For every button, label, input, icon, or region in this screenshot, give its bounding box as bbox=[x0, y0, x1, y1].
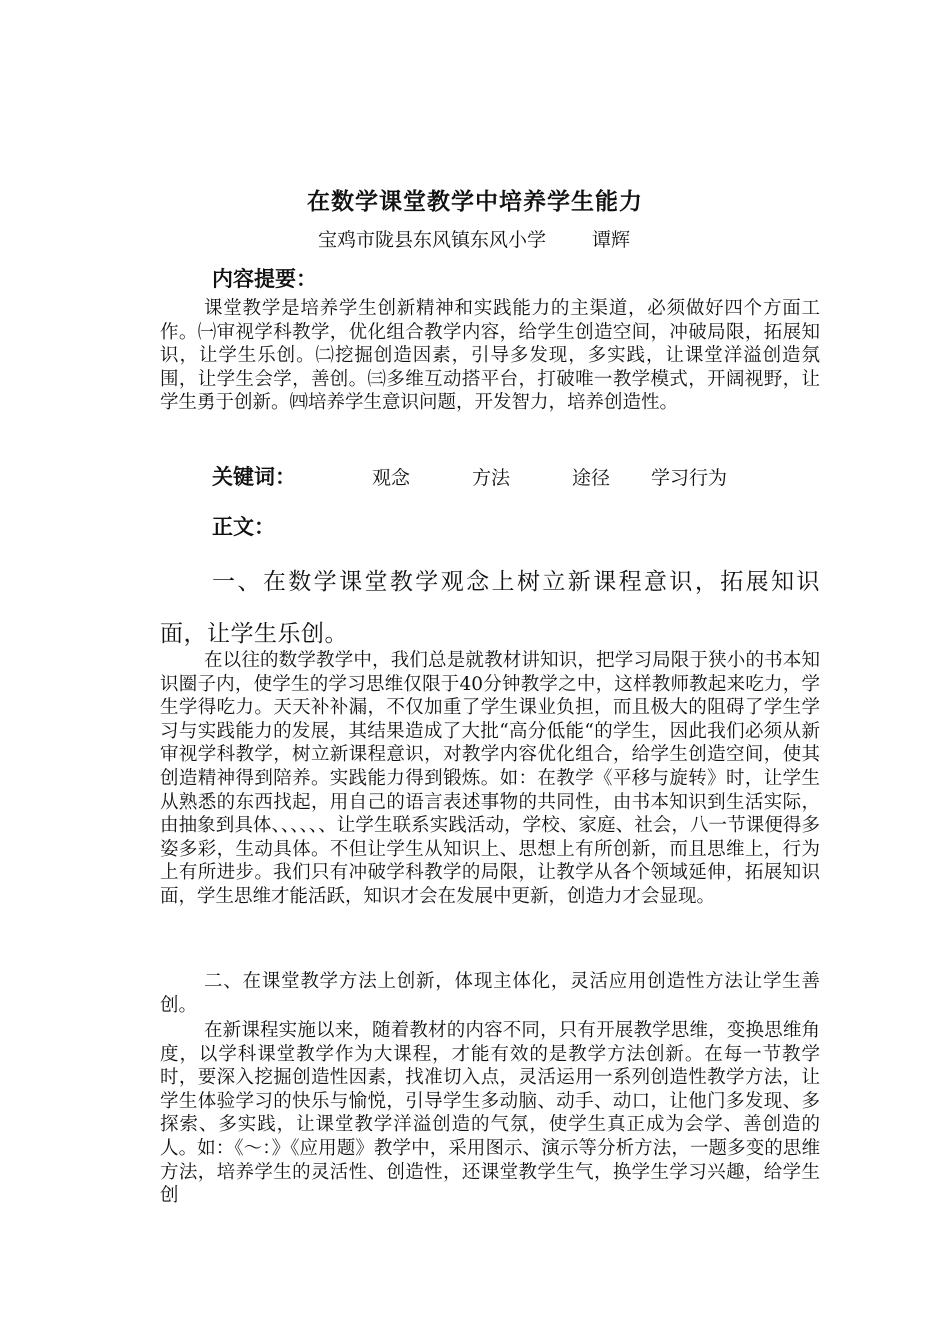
abstract-heading: 内容提要： bbox=[212, 267, 317, 291]
section-2-title: 二、在课堂教学方法上创新，体现主体化，灵活应用创造性方法让学生善创。 bbox=[160, 971, 820, 1016]
section-2-paragraph: 在新课程实施以来，随着教材的内容不同，只有开展教学思维，变换思维角度，以学科课堂教学作为大课程，才能有效的是教学方法创新。在每一节教学时，要深入挖掘创造性因素，找准切入点，灵活运用一系列创造性教学方法，让学生体验学习的快乐与愉悦，引导学生多动脑、动手、动口，让他门多发现、多探索、多实践，让课堂教学洋溢创造的气氛，使学生真正成为会学、善创造的人。如：《～：》《应用题》教学中，采用图示、演示等分析方法，一题多变的思维方法，培养学生的灵活性、创造性，还课堂教学生气，换学生学习兴趣，给学生创 bbox=[160, 1020, 820, 1207]
author-name: 谭辉 bbox=[592, 229, 631, 251]
keyword-item: 途径 bbox=[572, 467, 611, 489]
document-title: 在数学课堂教学中培养学生能力 bbox=[307, 189, 643, 215]
section-1-title: 一、在数学课堂教学观念上树立新课程意识，拓展知识面，让学生乐创。 bbox=[160, 569, 820, 647]
section-1-paragraph: 在以往的数学教学中，我们总是就教材讲知识，把学习局限于狭小的书本知识圈子内，使学生的学习思维仅限于40分钟教学之中，这样教师教起来吃力，学生学得吃力。天天补补漏，不仅加重了学生课业负担，而且极大的阻碍了学生学习与实践能力的发展，其结果造成了大批“高分低能“的学生，因此我们必须从新审视学科教学，树立新课程意识，对教学内容优化组合，给学生创造空间，使其创造精神得到陪养。实践能力得到锻炼。如：在教学《平移与旋转》时，让学生从熟悉的东西找起，用自己的语言表述事物的共同性，由书本知识到生活实际，由抽象到具体、、、、、、让学生联系实践活动，学校、家庭、社会，八一节课便得多姿多彩，生动具体。不但让学生从知识上、思想上有所创新，而且思维上，行为上有所进步。我们只有冲破学科教学的局限，让教学从各个领域延伸，拓展知识面，学生思维才能活跃，知识才会在发展中更新，创造力才会显现。 bbox=[160, 650, 820, 907]
abstract-text: 课堂教学是培养学生创新精神和实践能力的主渠道，必须做好四个方面工作。㈠审视学科教学，优化组合教学内容，给学生创造空间，冲破局限，拓展知识，让学生乐创。㈡挖掘创造因素，引导多发现，多实践，让课堂洋溢创造氛围，让学生会学，善创。㈢多维互动搭平台，打破唯一教学模式，开阔视野，让学生勇于创新。㈣培养学生意识问题，开发智力，培养创造性。 bbox=[160, 298, 820, 414]
keyword-item: 方法 bbox=[472, 467, 511, 489]
keyword-item: 观念 bbox=[372, 467, 411, 489]
body-heading: 正文： bbox=[212, 515, 275, 539]
keywords-heading: 关键词： bbox=[212, 465, 296, 489]
author-school: 宝鸡市陇县东风镇东风小学 bbox=[318, 229, 547, 251]
author-line bbox=[318, 225, 630, 252]
keyword-item: 学习行为 bbox=[651, 467, 728, 489]
